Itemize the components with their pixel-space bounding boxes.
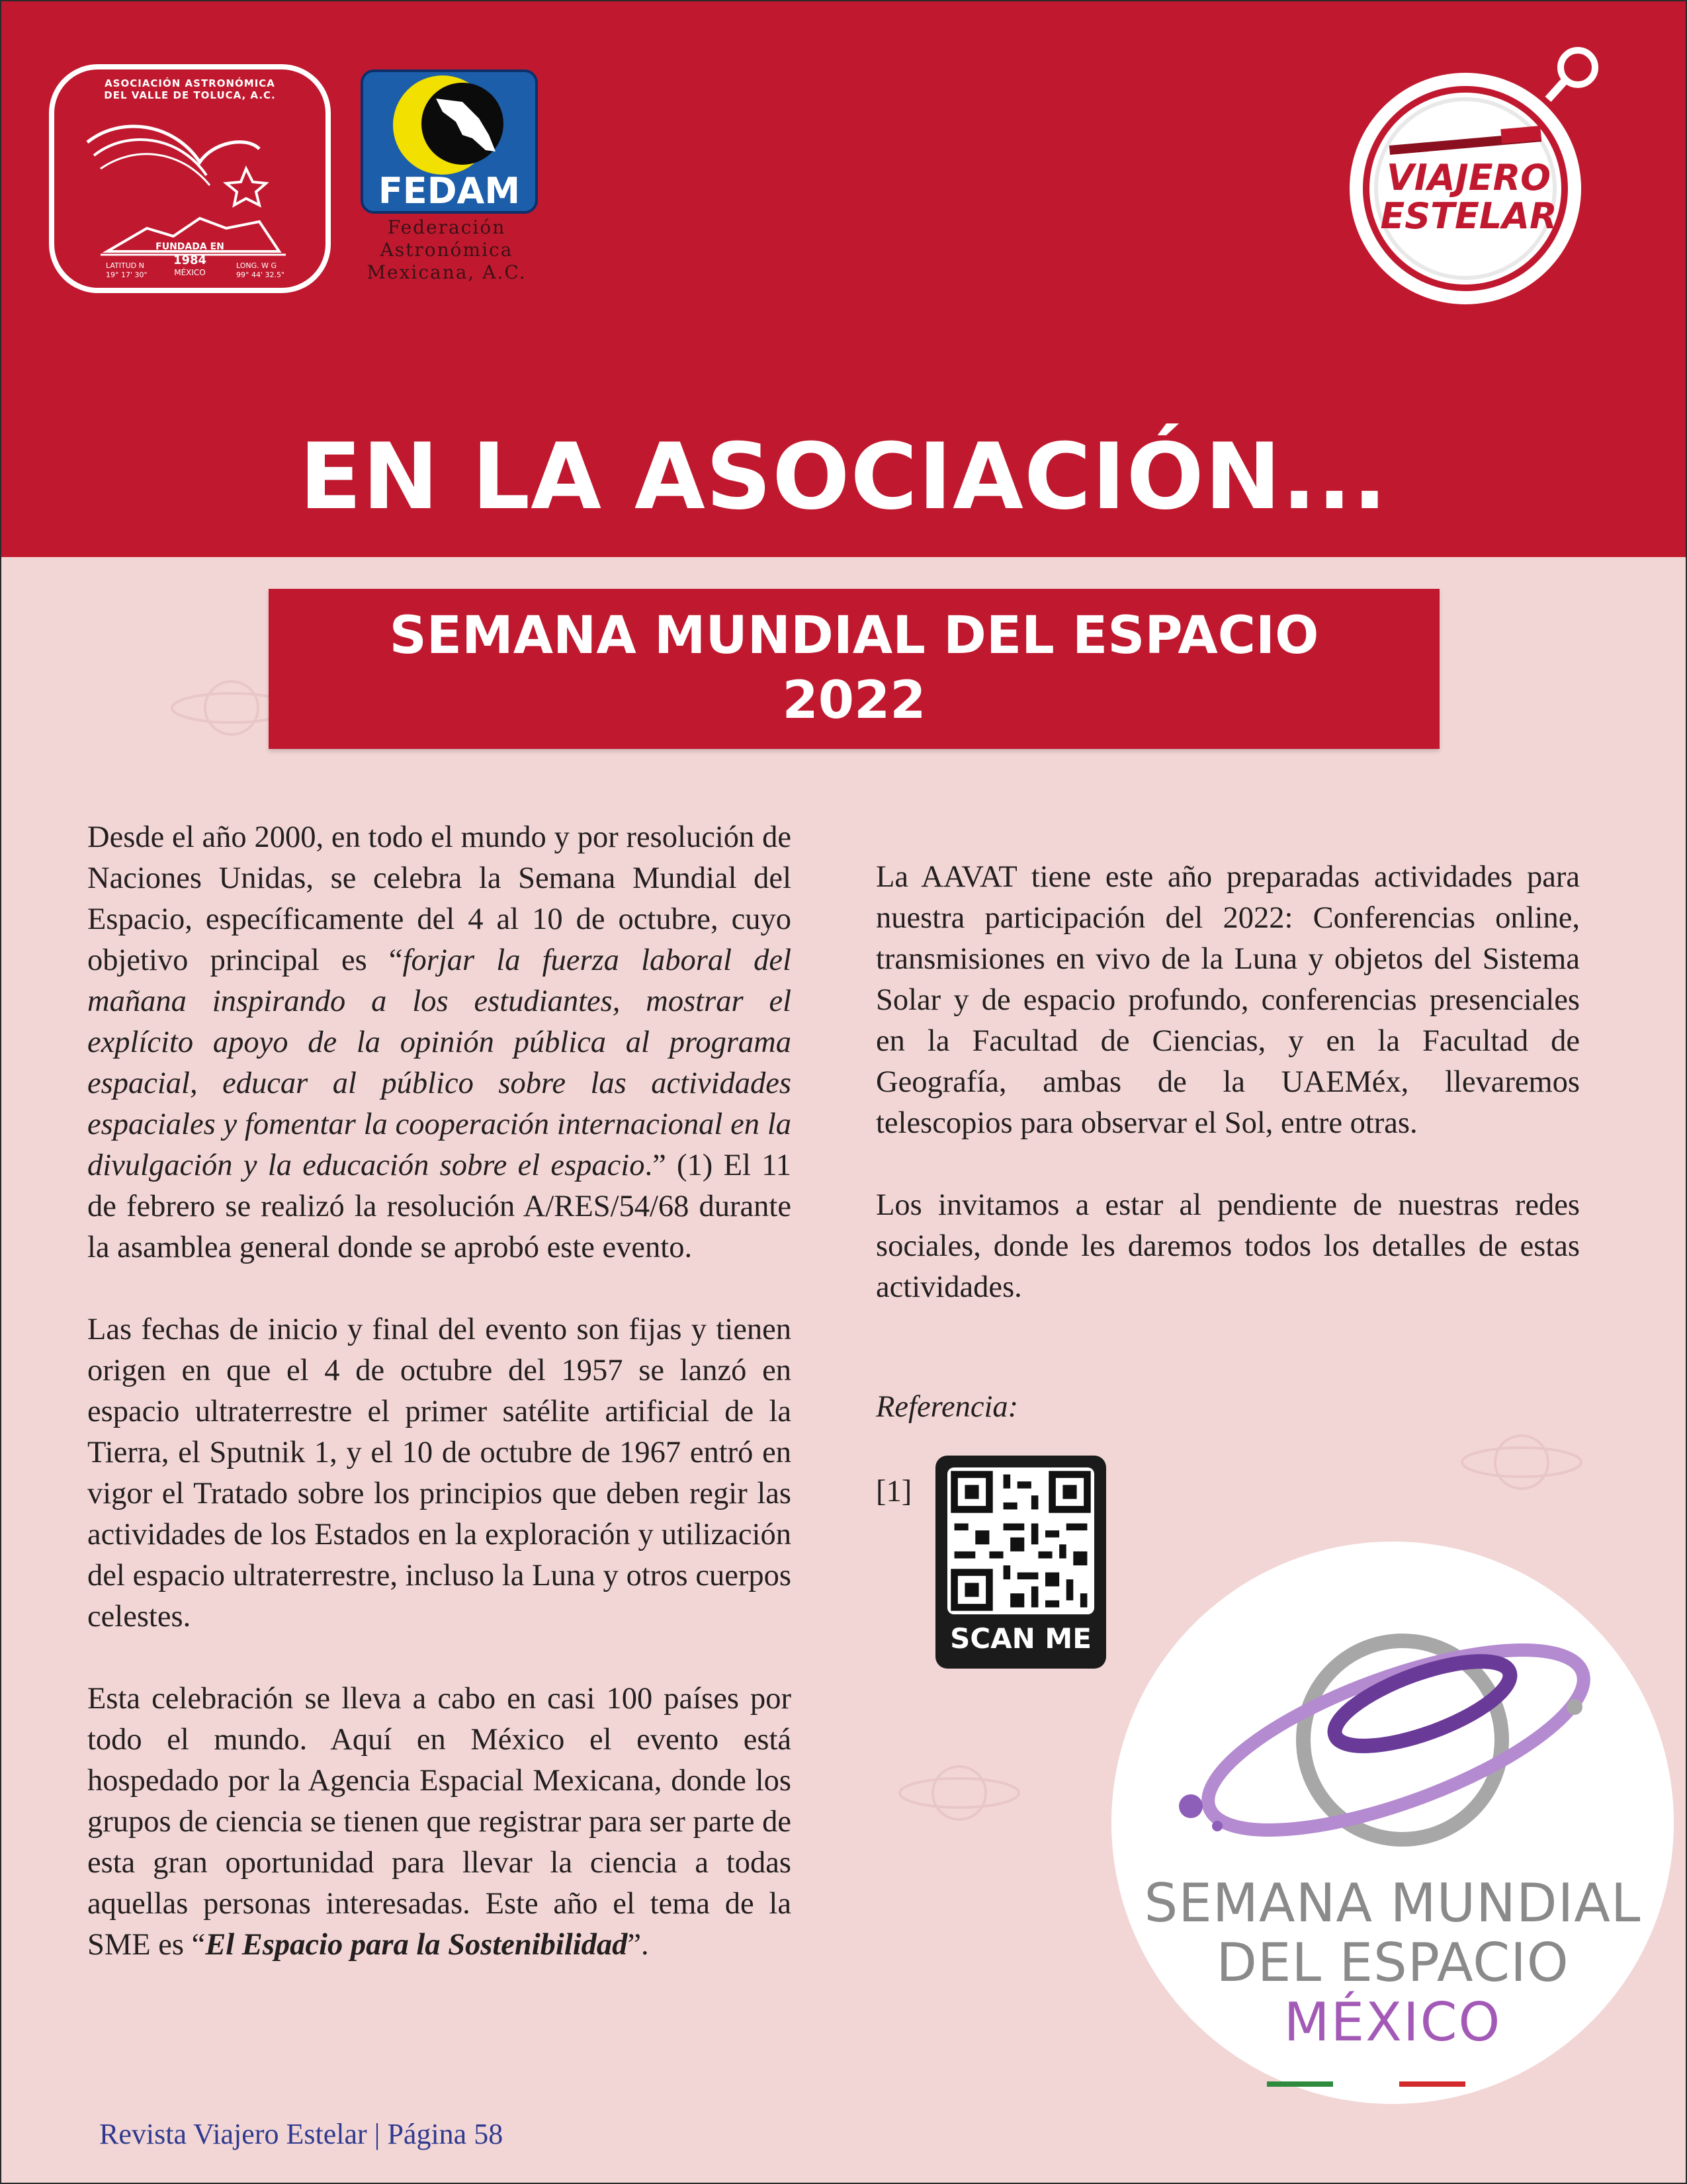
- fedam-subtitle: [347, 216, 546, 284]
- paragraph-2: Las fechas de inicio y final del evento son fijas y tienen origen en que el 4 de octubre del 1957 se lanzó en espacio ultraterrestre el primer satélite artificial de la Tierra, el Sputnik 1, y el 10 de octubre de 1967 entró en vigor el Tratado sobre los principios que deben regir las actividades de los Estados en la exploración y utilización del espacio ultraterrestre, incluso la Luna y otros cuerpos celestes.: [87, 1313, 791, 1634]
- avat-long-label: LONG. W G: [236, 261, 277, 270]
- reference-number: [1]: [876, 1475, 912, 1508]
- fedam-name: FEDAM: [378, 170, 521, 212]
- section-title-line2: 2022: [782, 671, 926, 730]
- viajero-line2: ESTELAR: [1380, 195, 1557, 237]
- paragraph-3-text-end: ”.: [627, 1928, 649, 1962]
- right-column: [876, 857, 1580, 1308]
- avat-logo: [48, 63, 332, 294]
- planet-watermark-icon: [893, 1753, 1025, 1833]
- qr-code-label: SCAN ME: [950, 1622, 1092, 1655]
- page-title: EN LA ASOCIACIÓN...: [299, 423, 1388, 530]
- avat-long-value: 99° 44' 32.5": [236, 271, 285, 279]
- avat-year: 1984: [173, 253, 207, 267]
- sme-mexico-logo: [1111, 1542, 1674, 2104]
- paragraph-5: Los invitamos a estar al pendiente de nuestras redes sociales, donde les daremos todos los detalles de estas actividades.: [876, 1188, 1580, 1304]
- qr-code-icon: [947, 1467, 1094, 1614]
- sme-line1: SEMANA MUNDIAL: [1144, 1872, 1641, 1934]
- paragraph-1-quote: forjar la fuerza laboral del mañana inspirando a los estudiantes, mostrar el explícito apoyo de la opinión pública al programa espacial, educar al público sobre las actividades espaciales y fomentar la cooperación internacional en la divulgación y la educación sobre el espacio: [87, 943, 791, 1182]
- avat-lat-value: 19° 17' 30": [106, 271, 148, 279]
- viajero-line1: VIAJERO: [1386, 157, 1551, 198]
- avat-founded: FUNDADA EN: [155, 241, 224, 252]
- left-column: [87, 817, 791, 1966]
- paragraph-3-theme: El Espacio para la Sostenibilidad: [205, 1928, 628, 1962]
- section-title-line1: SEMANA MUNDIAL DEL ESPACIO: [389, 606, 1319, 666]
- reference-label: Referencia:: [876, 1390, 1019, 1424]
- avat-country: MÉXICO: [174, 268, 206, 277]
- fedam-line3: Mexicana, A.C.: [367, 261, 527, 283]
- paragraph-3-text: Esta celebración se lleva a cabo en casi 100 países por todo el mundo. Aquí en México el evento está hospedado por la Agencia Espacial Mexicana, donde los grupos de ciencia se tienen que registrar para ser parte de esta gran oportunidad para llevar la ciencia a todas aquellas personas interesadas. Este año el tema de la SME es “: [87, 1682, 791, 1962]
- fedam-badge: [361, 69, 538, 214]
- avat-lat-label: LATITUD N: [106, 261, 144, 270]
- paragraph-1-text-end: .” (1) El 11 de febrero se realizó la resolución A/RES/54/68 durante la asamblea general donde se aprobó este evento.: [87, 1149, 791, 1264]
- paragraph-1: [87, 817, 791, 1268]
- planet-watermark-icon: [1455, 1422, 1588, 1502]
- fedam-logo: [361, 69, 539, 294]
- header-banner: [0, 0, 1687, 557]
- viajero-estelar-logo: [1330, 40, 1614, 324]
- page-footer: Revista Viajero Estelar | Página 58: [99, 2118, 503, 2150]
- paragraph-4: La AAVAT tiene este año preparadas actividades para nuestra participación del 2022: Conferencias online, transmisiones en vivo de la Luna y objetos del Sistema Solar y de espacio profundo, conferencias presenciales en la Facultad de Ciencias, y en la Facultad de Geografía, ambas de la UAEMéx, llevaremos telescopios para observar el Sol, entre otras.: [876, 860, 1580, 1140]
- section-title: [269, 603, 1440, 733]
- section-title-box: [269, 589, 1440, 749]
- qr-code[interactable]: [935, 1456, 1106, 1669]
- paragraph-3: [87, 1679, 791, 1966]
- fedam-line2: Astronómica: [380, 239, 513, 261]
- avat-ring-text: ASOCIACIÓN ASTRONÓMICA DEL VALLE DE TOLUCA, A.C.: [104, 77, 276, 101]
- fedam-line1: Federación: [387, 216, 506, 238]
- sme-line3: MÉXICO: [1283, 1991, 1502, 2053]
- sme-line2: DEL ESPACIO: [1216, 1932, 1569, 1993]
- paragraph-1-text: Desde el año 2000, en todo el mundo y por resolución de Naciones Unidas, se celebra la Semana Mundial del Espacio, específicamente del 4 al 10 de octubre, cuyo objetivo principal es “: [87, 820, 791, 977]
